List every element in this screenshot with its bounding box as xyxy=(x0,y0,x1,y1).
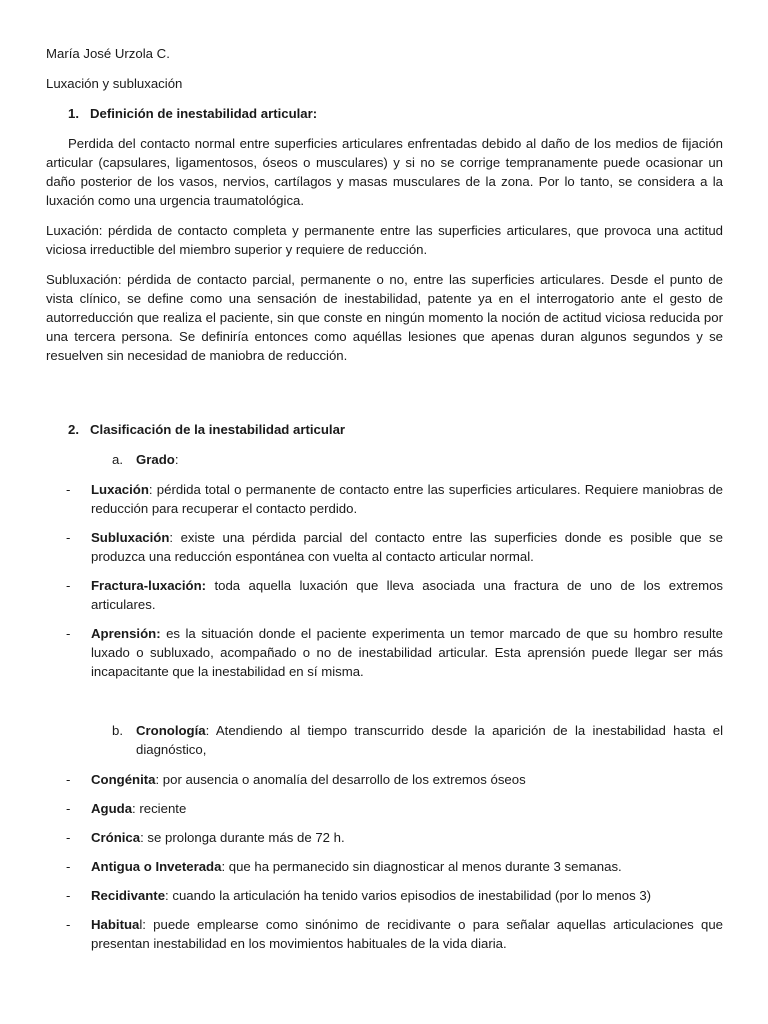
list-item-term: Recidivante xyxy=(91,888,166,903)
spacer xyxy=(46,376,723,420)
list-item-text: : por ausencia o anomalía del desarrollo de los extremos óseos xyxy=(155,772,526,787)
bullet-dash: - xyxy=(66,917,71,932)
section-1-number: 1. xyxy=(68,106,79,121)
definition-paragraph: Perdida del contacto normal entre superficies articulares enfrentadas debido al daño de los medios de fijación articular (capsulares, ligamentosos, óseos o musculares) y si no se corrige tempranamente puede ocasionar un daño posterior de los vasos, nervios, cartílagos y masas musculares de la zona. Por lo tanto, se considera a la luxación como una urgencia traumatológica. xyxy=(46,136,723,208)
list-item xyxy=(46,576,723,614)
subsection-a-letter: a. xyxy=(112,452,123,467)
list-item-body xyxy=(91,915,723,953)
bullet-dash: - xyxy=(66,830,71,845)
list-item xyxy=(46,828,723,847)
list-item-text: : que ha permanecido sin diagnosticar al menos durante 3 semanas. xyxy=(221,859,622,874)
list-item-text: l: puede emplearse como sinónimo de recidivante o para señalar aquellas articulaciones que presentan inestabilidad en los movimientos habituales de la vida diaria. xyxy=(91,917,723,951)
section-1-heading xyxy=(46,104,723,123)
grado-list xyxy=(46,480,723,681)
bullet-dash: - xyxy=(66,772,71,787)
list-item-term: Aguda xyxy=(91,801,133,816)
document-title: Luxación y subluxación xyxy=(46,76,183,91)
list-item-text: : pérdida total o permanente de contacto entre las superficies articulares. Requiere maniobras de reducción para recuperar el contacto perdido. xyxy=(91,482,723,516)
spacer xyxy=(46,691,723,721)
bullet-dash: - xyxy=(66,578,71,593)
list-item-text: : se prolonga durante más de 72 h. xyxy=(140,830,345,845)
section-1-title: Definición de inestabilidad articular: xyxy=(90,106,318,121)
list-item-text: : existe una pérdida parcial del contacto entre las superficies donde es posible que se produzca una reducción espontánea con vuelta al contacto articular normal. xyxy=(91,530,723,564)
list-item-body xyxy=(91,528,723,566)
list-item-term: Subluxación xyxy=(91,530,170,545)
list-item xyxy=(46,915,723,953)
list-item xyxy=(46,480,723,518)
list-item xyxy=(46,528,723,566)
subsection-a-heading xyxy=(46,450,723,469)
list-item-body xyxy=(91,828,723,847)
list-item-text: : cuando la articulación ha tenido varios episodios de inestabilidad (por lo menos 3) xyxy=(165,888,652,903)
list-item-text: es la situación donde el paciente experimenta un temor marcado de que su hombro resulte luxado o subluxado, acompañado o no de inestabilidad articular. Esta aprensión puede llegar ser más incapacitante que la inestabilidad en sí misma. xyxy=(91,626,723,679)
section-2-heading xyxy=(46,420,723,439)
list-item-body xyxy=(91,624,723,681)
subsection-b-text: : Atendiendo al tiempo transcurrido desde la aparición de la inestabilidad hasta el diagnóstico, xyxy=(136,723,723,757)
subluxacion-paragraph: Subluxación: pérdida de contacto parcial, permanente o no, entre las superficies articulares. Desde el punto de vista clínico, se define como una sensación de inestabilidad, patente ya en el interrogatorio ante el gesto de autorreducción que realiza el paciente, sin que conste en ningún momento la noción de actitud viciosa reducida por una tercera persona. Se definiría entonces como aquéllas lesiones que apenas duran algunos segundos y se resuelven sin necesidad de maniobra de reducción. xyxy=(46,272,723,363)
list-item xyxy=(46,624,723,681)
luxacion-paragraph: Luxación: pérdida de contacto completa y permanente entre las superficies articulares, que provoca una actitud viciosa irreductible del miembro superior y requiere de reducción. xyxy=(46,223,723,257)
section-2-number: 2. xyxy=(68,422,79,437)
list-item-text: toda aquella luxación que lleva asociada una fractura de uno de los extremos articulares. xyxy=(91,578,723,612)
list-item-term: Luxación xyxy=(91,482,149,497)
list-item xyxy=(46,799,723,818)
list-item-term: Aprensión: xyxy=(91,626,161,641)
cronologia-list xyxy=(46,770,723,953)
list-item-body xyxy=(91,480,723,518)
bullet-dash: - xyxy=(66,482,71,497)
subsection-b-letter: b. xyxy=(112,723,123,738)
section-2-title: Clasificación de la inestabilidad articular xyxy=(90,422,346,437)
bullet-dash: - xyxy=(66,859,71,874)
subsection-b-heading xyxy=(46,721,723,759)
subsection-a-suffix: : xyxy=(174,452,179,467)
list-item-term: Fractura-luxación: xyxy=(91,578,207,593)
list-item-body xyxy=(91,770,723,789)
list-item-term: Congénita xyxy=(91,772,156,787)
list-item xyxy=(46,857,723,876)
list-item-body xyxy=(91,886,723,905)
list-item-body xyxy=(91,799,723,818)
list-item-text: : reciente xyxy=(132,801,187,816)
list-item xyxy=(46,770,723,789)
subsection-a-label: Grado xyxy=(136,452,175,467)
subsection-b-label: Cronología xyxy=(136,723,206,738)
list-item-term: Crónica xyxy=(91,830,141,845)
list-item-term: Antigua o Inveterada xyxy=(91,859,222,874)
bullet-dash: - xyxy=(66,888,71,903)
list-item-body xyxy=(91,857,723,876)
list-item-term: Habitua xyxy=(91,917,140,932)
list-item-body xyxy=(91,576,723,614)
bullet-dash: - xyxy=(66,530,71,545)
bullet-dash: - xyxy=(66,801,71,816)
bullet-dash: - xyxy=(66,626,71,641)
list-item xyxy=(46,886,723,905)
author-name: María José Urzola C. xyxy=(46,46,170,61)
